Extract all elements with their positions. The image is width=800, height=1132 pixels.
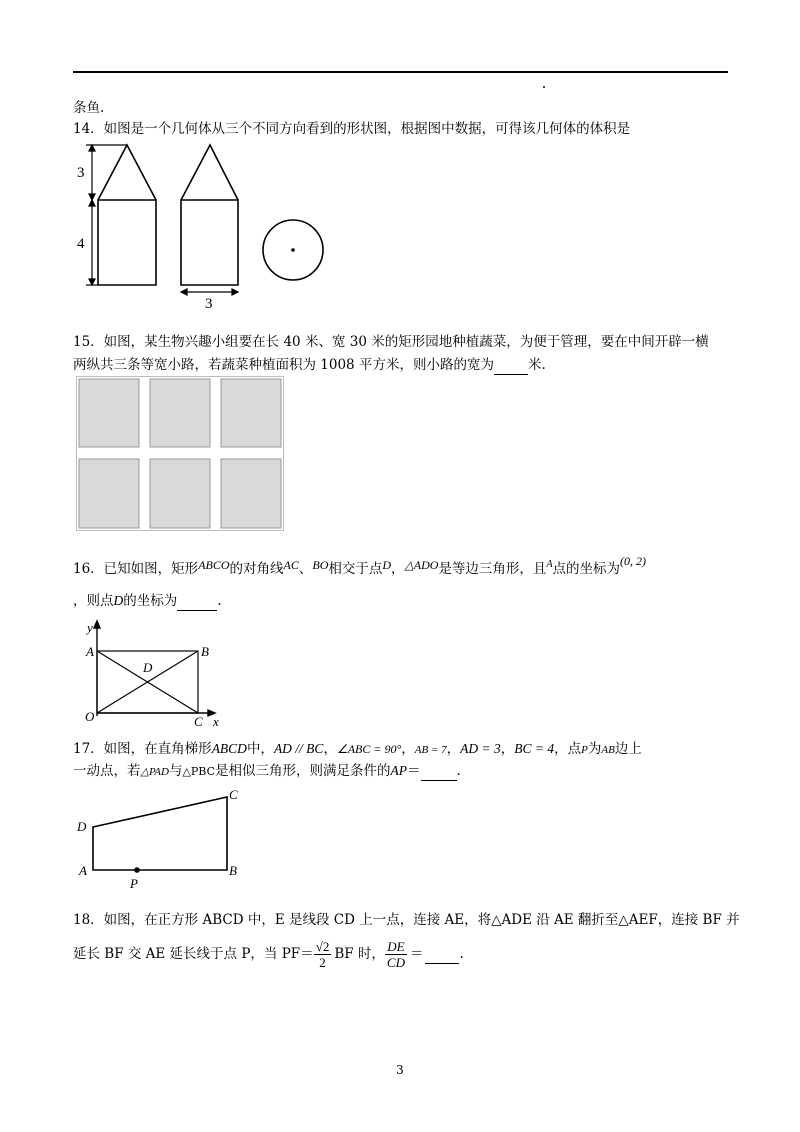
q18-fraction-sqrt2-over-2	[314, 939, 332, 970]
header-rule	[73, 71, 728, 73]
q17-label-p: P	[130, 876, 138, 891]
q16-line2-c: .	[217, 593, 222, 609]
q17-pbc: △PBC	[182, 765, 216, 778]
q16-sep: 、	[298, 561, 313, 577]
q18-answer-blank	[425, 945, 459, 964]
q17-ab2: AB	[601, 744, 615, 756]
q14-dim-mid: 4	[77, 236, 85, 252]
q16-label-a: A	[86, 644, 94, 659]
q17-label-d: D	[77, 819, 87, 834]
q18-frac1-den: 2	[319, 954, 326, 970]
q17-text-1: 17．如图，在直角梯形	[73, 741, 212, 757]
q16-answer-blank	[177, 592, 217, 611]
q18-frac2-den: CD	[386, 954, 405, 970]
q17-line2-b: 与	[168, 763, 183, 779]
q17-point-p	[134, 867, 140, 873]
q17-label-a: A	[79, 863, 87, 878]
q17-text-6: ，	[500, 741, 515, 757]
q17-line2-e: .	[456, 763, 461, 779]
q18-line2-d: .	[459, 946, 464, 962]
q16-label-o: O	[85, 709, 95, 724]
q15-plot	[150, 459, 210, 528]
q14-height-dimension	[86, 145, 127, 285]
q16-text-1: 16．已知如图，矩形	[73, 561, 199, 577]
q14-width-dimension	[181, 289, 238, 295]
q18-fraction-de-over-cd	[385, 939, 407, 970]
q18-line2	[73, 936, 464, 972]
q16-text-3: 相交于点	[328, 561, 383, 577]
q18-frac1-num: √2	[315, 938, 330, 954]
q16-coord: (0, 2)	[620, 554, 647, 568]
q17-answer-blank	[421, 762, 457, 781]
q15-answer-blank	[494, 356, 528, 375]
q14-front-view	[98, 145, 156, 285]
q18-line1: 18．如图，在正方形 ABCD 中，E 是线段 CD 上一点，连接 AE，将△ADE 沿 AE 翻折至△AEF，连接 BF 并	[73, 912, 740, 928]
q17-line2-d: ＝	[407, 763, 421, 779]
q15-line2-a: 两纵共三条等宽小路，若蔬菜种植面积为 1008 平方米，则小路的宽为	[73, 357, 494, 373]
q16-triangle: △ADO	[404, 558, 439, 572]
q14-dim-bottom: 3	[205, 296, 213, 312]
q15-line1: 15．如图，某生物兴趣小组要在长 40 米、宽 30 米的矩形园地种植蔬菜，为便于管理，要在中间开辟一横	[73, 334, 709, 350]
page-number: 3	[396, 1063, 404, 1077]
q17-line1	[73, 740, 642, 759]
q16-line1	[73, 552, 646, 576]
q15-line2-b: 米.	[527, 357, 546, 373]
q16-a: A	[546, 559, 553, 570]
q17-p: P	[581, 744, 588, 756]
q16-label-b: B	[201, 644, 209, 659]
q16-label-x: x	[213, 714, 219, 729]
q17-figure	[74, 784, 254, 891]
q15-plot	[221, 379, 281, 447]
q17-text-9: 边上	[614, 741, 642, 757]
q16-line2-d: D	[113, 593, 124, 608]
q14-top-view-center	[291, 248, 295, 252]
q16-rect-name: ABCO	[198, 558, 230, 572]
q17-angle: ∠ABC = 90°	[336, 742, 402, 756]
q17-parallel: AD // BC	[273, 741, 324, 756]
q13-tail: 条鱼.	[73, 100, 105, 116]
q16-ac: AC	[283, 558, 299, 572]
q18-line2-b: BF 时，	[334, 946, 385, 962]
scan-dot	[543, 86, 545, 88]
q17-text-7: ，点	[554, 741, 582, 757]
q17-text-2: 中，	[246, 741, 274, 757]
q16-figure	[82, 618, 232, 728]
q16-text-6: 点的坐标为	[552, 561, 621, 577]
q17-trapezoid	[93, 797, 227, 870]
q17-bc: BC = 4	[514, 741, 555, 756]
q15-plot	[150, 379, 210, 447]
q18-line2-c: ＝	[409, 946, 424, 962]
q14-figure	[74, 140, 334, 312]
q17-ab: AB = 7	[414, 744, 447, 756]
q17-label-b: B	[229, 863, 237, 878]
q17-text-5: ，	[446, 741, 461, 757]
q17-ad: AD = 3	[460, 741, 501, 756]
q17-line2-c: 是相似三角形，则满足条件的	[215, 763, 391, 779]
q16-line2	[73, 592, 222, 611]
q16-text-4: ，	[391, 561, 405, 577]
q17-ap: AP	[390, 763, 408, 778]
q17-text-4: ，	[401, 741, 415, 757]
q14-text: 14．如图是一个几何体从三个不同方向看到的形状图，根据图中数据，可得该几何体的体积是	[73, 121, 631, 137]
q17-line2-a: 一动点，若	[73, 763, 141, 779]
q17-line2	[73, 762, 461, 781]
q16-label-y: y	[87, 620, 93, 635]
q15-plot	[79, 459, 139, 528]
q14-side-view	[181, 145, 238, 285]
q18-frac2-num: DE	[385, 939, 407, 955]
q15-figure	[76, 376, 286, 532]
q16-label-d: D	[143, 660, 153, 675]
q17-text-8: 为	[587, 741, 602, 757]
q15-plot	[221, 459, 281, 528]
q16-line2-a: ，则点	[73, 593, 114, 609]
q16-bo: BO	[312, 558, 329, 572]
q14-dim-top: 3	[77, 165, 85, 181]
q16-text-5: 是等边三角形，且	[438, 561, 547, 577]
q16-label-c: C	[194, 714, 203, 729]
q16-d: D	[382, 558, 392, 572]
q17-abcd: ABCD	[211, 741, 247, 756]
q15-line2	[73, 356, 546, 375]
q16-y-arrow	[94, 621, 100, 628]
q17-pad: △PAD	[140, 766, 169, 778]
q17-label-c: C	[229, 787, 238, 802]
q18-line2-a: 延长 BF 交 AE 延长线于点 P，当 PF＝	[73, 946, 314, 962]
q17-text-3: ，	[323, 741, 337, 757]
q16-text-2: 的对角线	[229, 561, 284, 577]
q16-line2-b: 的坐标为	[123, 593, 178, 609]
q15-plot	[79, 379, 139, 447]
